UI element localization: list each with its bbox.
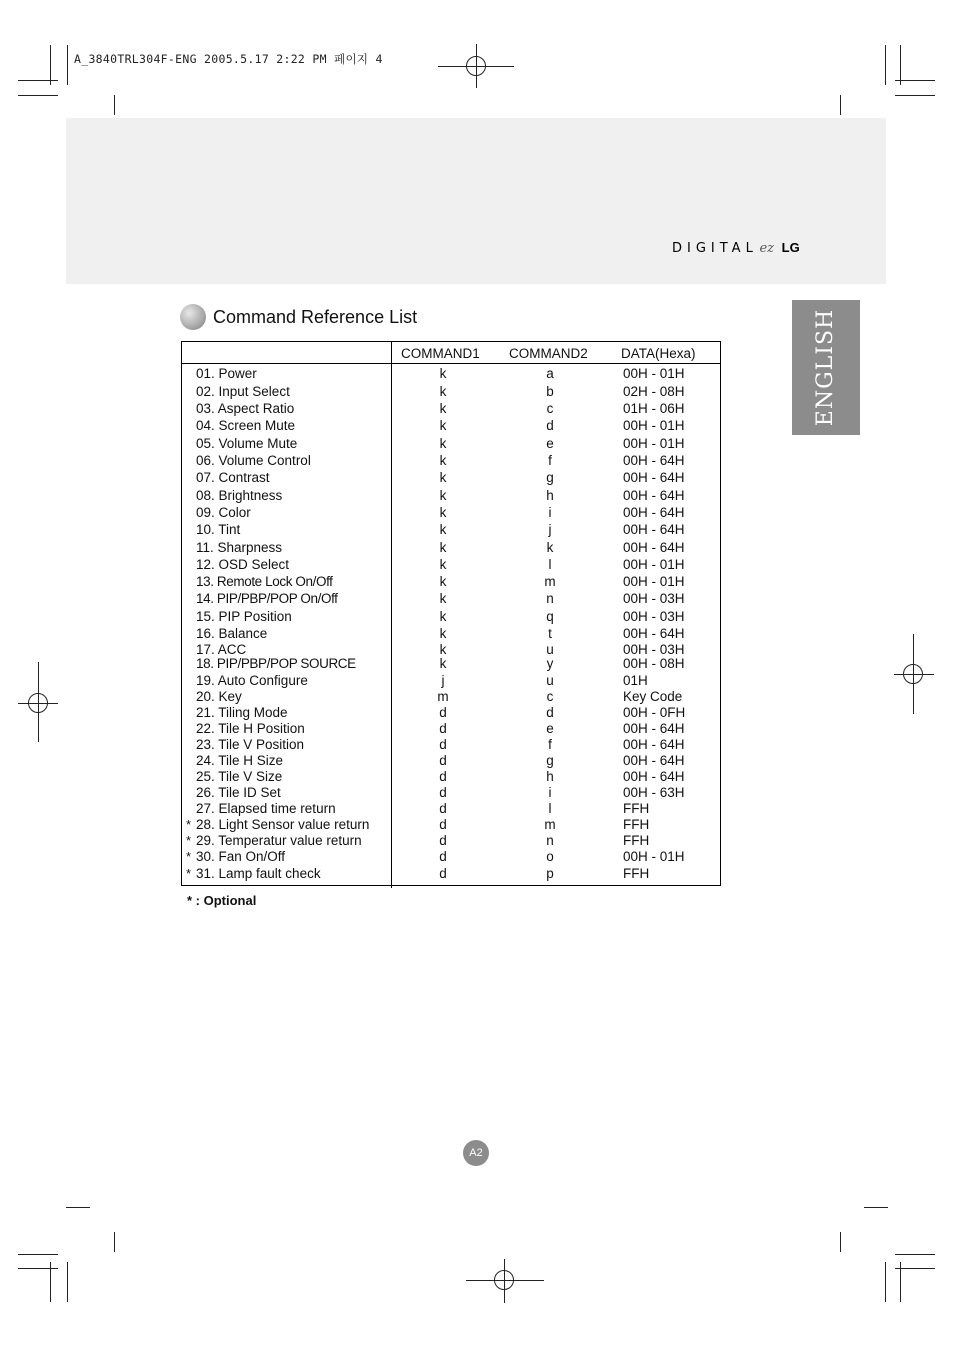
row-command-name: 10. Tint: [196, 522, 241, 537]
row-data-range: 00H - 01H: [623, 557, 685, 572]
row-command1: k: [439, 574, 447, 589]
brand-digital-text: DIGITAL: [672, 241, 758, 256]
optional-marker: *: [186, 833, 192, 848]
row-command1: k: [439, 436, 447, 451]
row-command1: k: [439, 626, 447, 641]
row-command-name: 16. Balance: [196, 626, 268, 641]
row-command-name: 05. Volume Mute: [196, 436, 298, 451]
row-command1: k: [439, 418, 447, 433]
row-data-range: FFH: [623, 801, 650, 816]
row-command1: j: [441, 673, 445, 688]
row-command-name: 25. Tile V Size: [196, 769, 283, 784]
row-command2: n: [546, 591, 554, 606]
row-command1: d: [439, 817, 447, 832]
optional-marker: *: [186, 817, 192, 832]
row-command-name: 21. Tiling Mode: [196, 705, 288, 720]
header-banner: [66, 118, 886, 284]
row-data-range: 01H - 06H: [623, 401, 685, 416]
row-data-range: 00H - 01H: [623, 418, 685, 433]
header-command2: COMMAND2: [509, 346, 588, 361]
row-data-range: 00H - 01H: [623, 849, 685, 864]
language-tab: [792, 300, 860, 435]
row-command2: c: [546, 689, 554, 704]
row-command2: h: [546, 488, 554, 503]
row-command-name: 27. Elapsed time return: [196, 801, 336, 816]
row-command-name: 23. Tile V Position: [196, 737, 305, 752]
row-data-range: 00H - 03H: [623, 591, 685, 606]
row-command2: l: [548, 801, 552, 816]
row-data-range: 00H - 03H: [623, 642, 685, 657]
row-command-name: 20. Key: [196, 689, 242, 704]
row-command2: f: [548, 453, 552, 468]
row-command1: d: [439, 866, 447, 881]
row-command2: m: [544, 817, 556, 832]
optional-marker: *: [186, 866, 192, 881]
row-command2: c: [546, 401, 554, 416]
row-data-range: 00H - 03H: [623, 609, 685, 624]
row-data-range: FFH: [623, 833, 650, 848]
row-command1: d: [439, 721, 447, 736]
row-data-range: 02H - 08H: [623, 384, 685, 399]
row-command-name: 19. Auto Configure: [196, 673, 308, 688]
row-command-name: 12. OSD Select: [196, 557, 290, 572]
row-data-range: 00H - 64H: [623, 453, 685, 468]
brand-ez-text: ez: [759, 241, 774, 256]
row-data-range: 00H - 08H: [623, 656, 685, 671]
row-command-name: 26. Tile ID Set: [196, 785, 281, 800]
row-command1: k: [439, 401, 447, 416]
row-command2: e: [546, 721, 554, 736]
row-command2: d: [546, 705, 554, 720]
section-bullet-icon: [180, 304, 206, 330]
row-command-name: 17. ACC: [196, 642, 247, 657]
row-data-range: 00H - 64H: [623, 470, 685, 485]
row-data-range: 00H - 01H: [623, 366, 685, 381]
row-command2: m: [544, 574, 556, 589]
row-command1: k: [439, 453, 447, 468]
row-command2: i: [548, 785, 552, 800]
row-data-range: 00H - 01H: [623, 574, 685, 589]
row-command-name: 06. Volume Control: [196, 453, 311, 468]
row-data-range: FFH: [623, 817, 650, 832]
row-command2: d: [546, 418, 554, 433]
header-command1: COMMAND1: [401, 346, 480, 361]
row-command1: d: [439, 785, 447, 800]
row-command-name: 14. PIP/PBP/POP On/Off: [196, 591, 338, 606]
row-command1: k: [439, 366, 447, 381]
row-data-range: 00H - 64H: [623, 540, 685, 555]
row-command1: k: [439, 557, 447, 572]
row-command-name: 29. Temperatur value return: [196, 833, 362, 848]
row-data-range: 00H - 0FH: [623, 705, 686, 720]
table-header-divider: [181, 363, 721, 364]
row-data-range: 00H - 64H: [623, 753, 685, 768]
row-command-name: 08. Brightness: [196, 488, 283, 503]
row-command2: g: [546, 753, 554, 768]
row-command1: d: [439, 849, 447, 864]
row-command1: k: [439, 505, 447, 520]
row-command1: d: [439, 705, 447, 720]
row-command-name: 03. Aspect Ratio: [196, 401, 295, 416]
row-command-name: 15. PIP Position: [196, 609, 292, 624]
row-command1: k: [439, 642, 447, 657]
row-command-name: 31. Lamp fault check: [196, 866, 321, 881]
row-command-name: 01. Power: [196, 366, 257, 381]
row-command1: k: [439, 609, 447, 624]
row-command2: l: [548, 557, 552, 572]
row-command-name: 02. Input Select: [196, 384, 290, 399]
row-data-range: 00H - 64H: [623, 626, 685, 641]
row-command2: y: [546, 656, 554, 671]
row-command1: d: [439, 833, 447, 848]
row-command2: g: [546, 470, 554, 485]
row-command2: p: [546, 866, 554, 881]
row-data-range: 00H - 64H: [623, 769, 685, 784]
row-command2: t: [548, 626, 552, 641]
row-command1: k: [439, 384, 447, 399]
row-data-range: 01H: [623, 673, 648, 688]
row-command1: d: [439, 801, 447, 816]
row-command-name: 07. Contrast: [196, 470, 270, 485]
print-file-header: A_3840TRL304F-ENG 2005.5.17 2:22 PM 페이지 4: [74, 52, 383, 66]
footnote-optional: * : Optional: [187, 893, 257, 908]
row-data-range: 00H - 64H: [623, 721, 685, 736]
row-command2: q: [546, 609, 554, 624]
row-command1: k: [439, 522, 447, 537]
language-tab-label: ENGLISH: [813, 308, 839, 427]
row-command1: k: [439, 488, 447, 503]
row-data-range: FFH: [623, 866, 650, 881]
row-data-range: 00H - 64H: [623, 488, 685, 503]
row-command2: o: [546, 849, 554, 864]
table-column-divider: [391, 341, 392, 888]
row-command-name: 22. Tile H Position: [196, 721, 305, 736]
row-command-name: 18. PIP/PBP/POP SOURCE: [196, 656, 356, 671]
row-command2: u: [546, 673, 554, 688]
row-command1: k: [439, 656, 447, 671]
row-command1: d: [439, 753, 447, 768]
row-data-range: Key Code: [623, 689, 683, 704]
optional-marker: *: [186, 849, 192, 864]
row-command2: i: [548, 505, 552, 520]
row-data-range: 00H - 64H: [623, 505, 685, 520]
row-data-range: 00H - 64H: [623, 522, 685, 537]
row-command-name: 28. Light Sensor value return: [196, 817, 370, 832]
row-command1: k: [439, 591, 447, 606]
row-data-range: 00H - 01H: [623, 436, 685, 451]
row-command-name: 11. Sharpness: [196, 540, 283, 555]
row-command1: k: [439, 540, 447, 555]
row-command-name: 04. Screen Mute: [196, 418, 296, 433]
page-number-badge: A2: [463, 1140, 489, 1166]
row-command2: f: [548, 737, 552, 752]
row-command1: k: [439, 470, 447, 485]
row-command1: m: [437, 689, 449, 704]
row-command2: h: [546, 769, 554, 784]
row-command-name: 13. Remote Lock On/Off: [196, 574, 333, 589]
row-command2: b: [546, 384, 554, 399]
row-command2: k: [546, 540, 554, 555]
row-command1: d: [439, 737, 447, 752]
row-command2: n: [546, 833, 554, 848]
row-command1: d: [439, 769, 447, 784]
row-data-range: 00H - 63H: [623, 785, 685, 800]
brand-lg-text: LG: [781, 240, 800, 255]
row-command-name: 30. Fan On/Off: [196, 849, 286, 864]
row-command-name: 24. Tile H Size: [196, 753, 284, 768]
row-command2: e: [546, 436, 554, 451]
row-command2: a: [546, 366, 554, 381]
row-command2: j: [548, 522, 552, 537]
section-title: Command Reference List: [213, 307, 418, 327]
row-command-name: 09. Color: [196, 505, 251, 520]
header-data: DATA(Hexa): [621, 346, 696, 361]
row-command2: u: [546, 642, 554, 657]
brand-logo: [672, 240, 800, 256]
row-data-range: 00H - 64H: [623, 737, 685, 752]
